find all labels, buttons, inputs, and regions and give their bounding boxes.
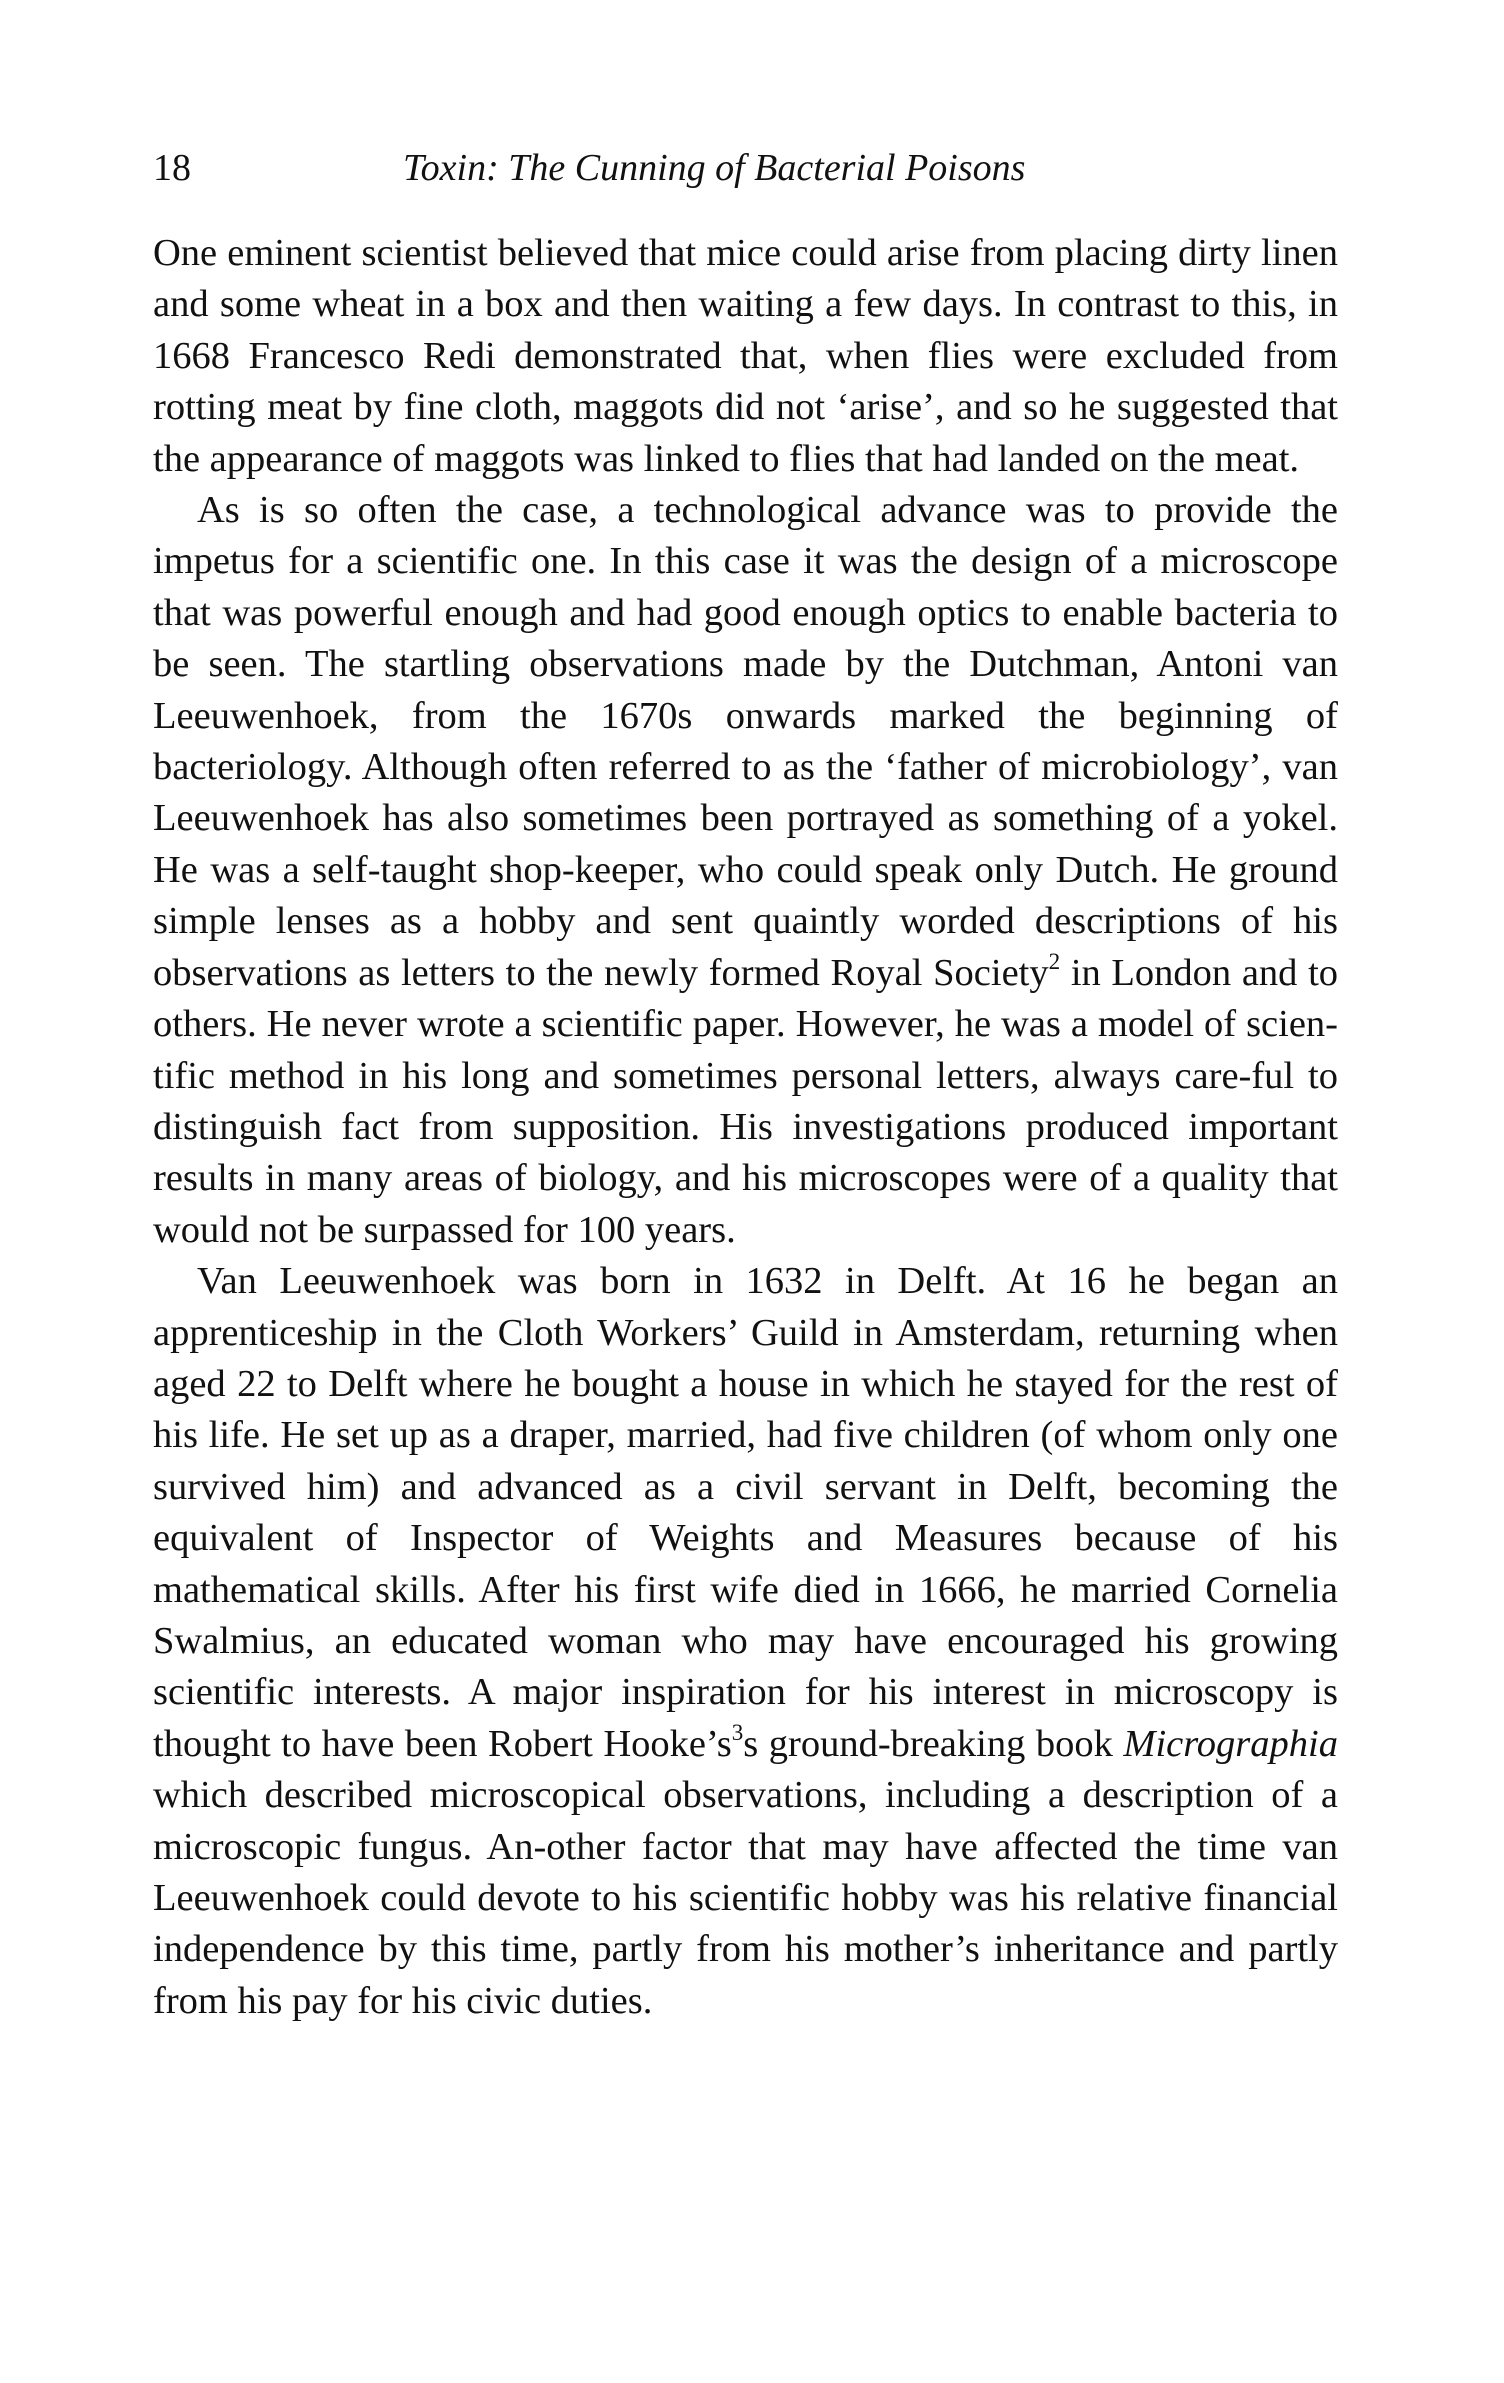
book-title: Micrographia [1123,1722,1338,1765]
paragraph-3-text-a: Van Leeuwenhoek was born in 1632 in Delft. At 16 he began an apprenticeship in the Cloth Workers’ Guild in Amsterdam, returning when aged 22 to Delft where he bought a house in which he stayed for the rest of his life. He set up as a draper, married, had five children (of whom only one survived him) and advanced as a civil servant in Delft, becoming the equivalent of Inspector of Weights and Measures because of his mathematical skills. After his first wife died in 1666, he married Cornelia Swalmius, an educated woman who may have encouraged his growing scientific interests. A major inspiration for his interest in microscopy is thought to have been Robert Hooke’s [153,1260,1338,1765]
footnote-ref-3: 3 [731,1718,744,1745]
page-number: 18 [153,147,191,189]
running-head [153,138,1338,198]
running-title: Toxin: The Cunning of Bacterial Poisons [403,147,1026,189]
paragraph-2 [153,485,1338,1256]
footnote-ref-2: 2 [1048,947,1061,974]
paragraph-2-text-a: As is so often the case, a technological advance was to provide the impetus for a scientific one. In this case it was the design of a microscope that was powerful enough and had good enough optics to enable bacteria to be seen. The startling observations made by the Dutchman, Antoni van Leeuwenhoek, from the 1670s onwards marked the beginning of bacteriology. Although often referred to as the ‘father of microbiology’, van Leeuwenhoek has also sometimes been portrayed as something of a yokel. He was a self-taught shop-keeper, who could speak only Dutch. He ground simple lenses as a hobby and sent quaintly worded descriptions of his observations as letters to the newly formed Royal Society [153,489,1338,994]
paragraph-1-text: One eminent scientist believed that mice could arise from placing dirty linen and some wheat in a box and then waiting a few days. In contrast to this, in 1668 Francesco Redi demonstrated that, when flies were excluded from rotting meat by fine cloth, maggots did not ‘arise’, and so he suggested that the appearance of maggots was linked to flies that had landed on the meat. [153,232,1338,480]
body-text [153,228,1338,2027]
paragraph-3-text-c: which described microscopical observations, including a description of a microscopic fungus. An-other factor that may have affected the time van Leeuwenhoek could devote to his scientific hobby was his relative financial independence by this time, partly from his mother’s inheritance and partly from his pay for his civic duties. [153,1774,1338,2022]
paragraph-3 [153,1256,1338,2027]
paragraph-2-text-b: in London and to others. He never wrote a scientific paper. However, he was a model of scien-tific method in his long and sometimes personal letters, always care-ful to distinguish fact from supposition. His investigations produced important results in many areas of biology, and his microscopes were of a quality that would not be surpassed for 100 years. [153,951,1339,1251]
paragraph-3-text-b: s ground-breaking book [743,1722,1124,1765]
paragraph-1 [153,228,1338,485]
